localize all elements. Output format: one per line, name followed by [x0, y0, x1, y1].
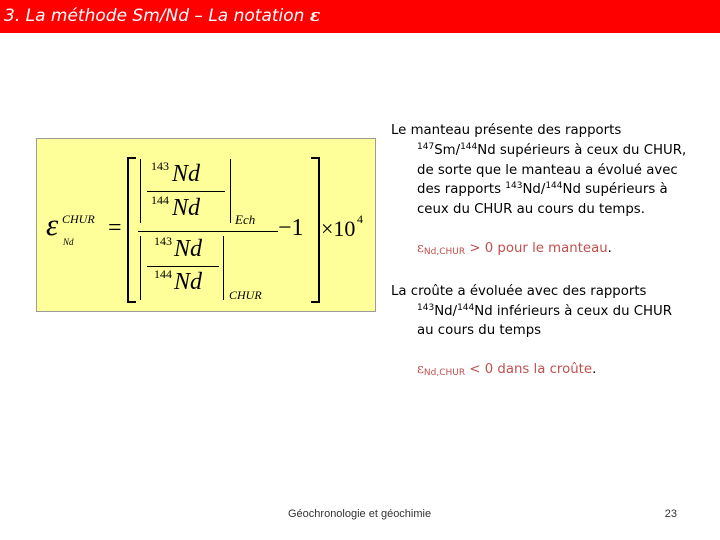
- slide-title: [4, 6, 320, 26]
- outer-bracket-right-bottom: [311, 301, 320, 303]
- formula-top-den-mass: 144: [151, 193, 169, 207]
- formula-exponent: 4: [357, 212, 363, 226]
- footer-course-title: Géochronologie et géochimie: [288, 508, 432, 520]
- formula-minus-one: −1: [278, 215, 304, 241]
- formula-top-num-mass: 143: [151, 159, 169, 173]
- title-bar: [0, 0, 720, 33]
- spacer: [391, 263, 691, 282]
- formula-bottom-den-mass: 144: [154, 267, 172, 281]
- outer-bracket-right-top: [311, 157, 320, 159]
- formula-epsilon: ε: [46, 207, 59, 242]
- formula-top-num-nd: Nd: [172, 161, 201, 187]
- spacer: [391, 341, 691, 360]
- spacer: [391, 220, 691, 239]
- top-fraction-bar: [147, 191, 225, 192]
- crust-epsilon-line: $\varepsilon_{Nd,CHUR} < 0$ dans la croûte.: [417, 362, 597, 379]
- main-fraction-bar: [138, 231, 278, 232]
- slide-body: [391, 121, 691, 384]
- formula-chur-label: CHUR: [229, 288, 262, 302]
- outer-bracket-left-top: [127, 157, 136, 159]
- formula-equals: =: [108, 215, 122, 241]
- title-epsilon-symbol: ε: [309, 6, 321, 26]
- outer-bracket-right-vertical: [318, 157, 320, 303]
- formula-bottom-den-nd: Nd: [174, 269, 203, 295]
- formula-bottom-num-mass: 143: [154, 234, 172, 248]
- top-paren-right: [230, 159, 231, 223]
- formula-sup-chur: CHUR: [62, 212, 95, 226]
- formula-ech-label: Ech: [235, 212, 256, 227]
- formula-box: [36, 138, 376, 312]
- slide-title-text: 3. La méthode Sm/Nd – La notation: [4, 6, 310, 26]
- formula-top-den-nd: Nd: [172, 195, 201, 221]
- bottom-paren-right: [223, 236, 224, 300]
- formula-times-ten: ×10: [321, 216, 356, 241]
- formula-sub-nd: Nd: [63, 237, 74, 247]
- outer-bracket-left-vertical: [127, 157, 129, 303]
- mantle-epsilon-line: $\varepsilon_{Nd,CHUR} > 0$ pour le manteau.: [417, 240, 612, 257]
- crust-paragraph: La croûte a évoluée avec des rapports $^{143}$Nd/$^{144}$Nd inférieurs à ceux du CHUR au cours du temps: [391, 283, 672, 339]
- outer-bracket-left-bottom: [127, 301, 136, 303]
- formula-bottom-num-nd: Nd: [174, 236, 203, 262]
- bottom-paren-left: [140, 236, 141, 300]
- mantle-paragraph: Le manteau présente des rapports $^{147}$Sm/$^{144}$Nd supérieurs à ceux du CHUR, de sorte que le manteau a évolué avec des rapports $^{143}$Nd/$^{144}$Nd supérieurs à ceux du CHUR au cours du temps.: [391, 123, 687, 218]
- page-number: 23: [664, 508, 677, 520]
- top-paren-left: [140, 159, 141, 223]
